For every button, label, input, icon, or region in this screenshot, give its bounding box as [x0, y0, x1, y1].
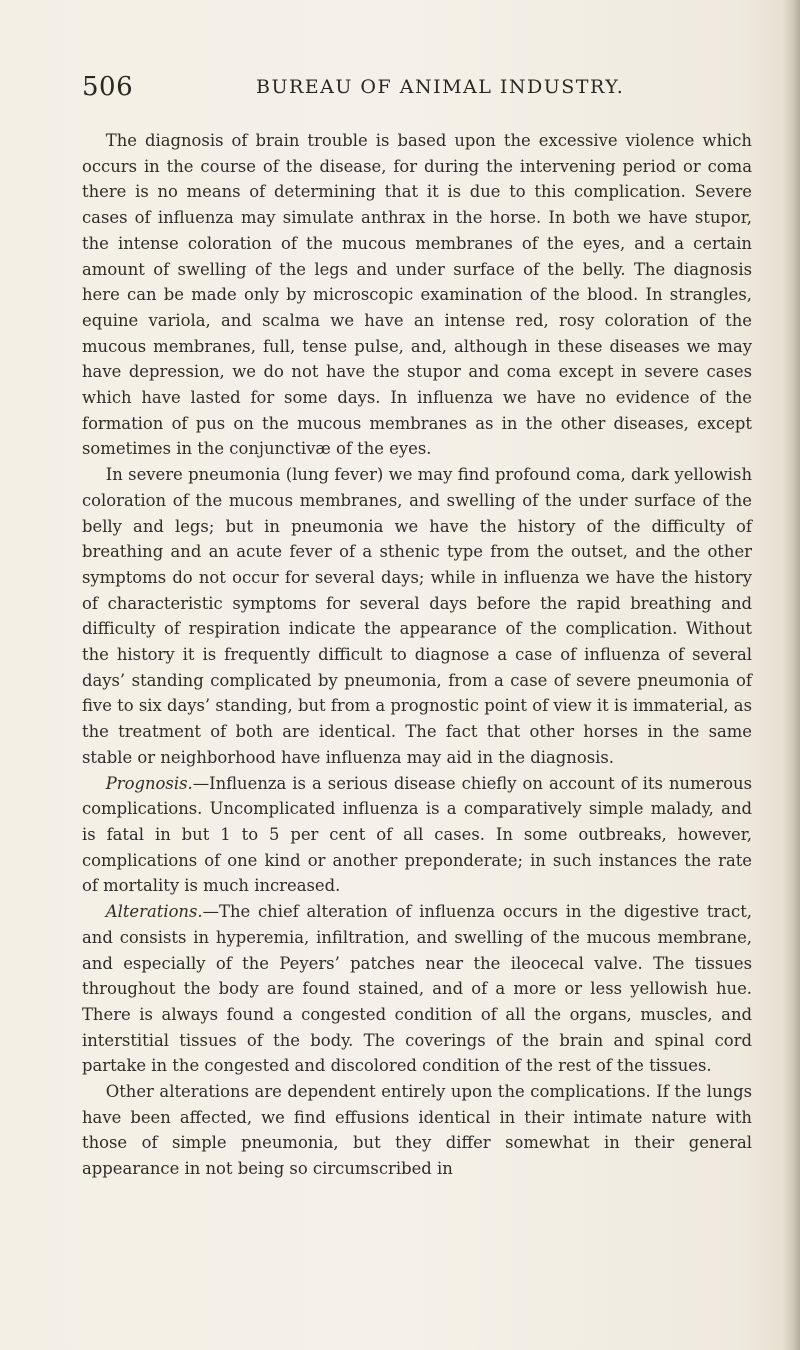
paragraph-text: —Influenza is a serious disease chiefly on account of its numerous complications. Uncomplicated influenza is a comparatively simple malady, and is fatal in but 1 to 5 per cent of all cases. In some outbreaks, however, complications of one kind or another preponderate; in such instances the rate of mortality is much increased. [82, 773, 752, 896]
running-head: BUREAU OF ANIMAL INDUSTRY. [256, 76, 625, 98]
paragraph-text: Other alterations are dependent entirely upon the complications. If the lungs have been affected, we find effusions identical in their intimate nature with those of simple pneumonia, but they differ somewhat in their general appearance in not being so circumscribed in [82, 1082, 752, 1179]
paragraph-diagnosis-brain [82, 128, 752, 462]
page-number: 506 [82, 72, 134, 102]
paragraph-text: In severe pneumonia (lung fever) we may find profound coma, dark yellowish coloration of the mucous membranes, and swelling of the under surface of the belly and legs; but in pneumonia we have the history of the difficulty of breathing and an acute fever of a sthenic type from the outset, and the other symptoms do not occur for several days; while in influenza we have the history of characteristic symptoms for several days before the rapid breathing and difficulty of respiration indicate the appearance of the complication. Without the history it is frequently difficult to diagnose a case of influenza of several days’ standing complicated by pneumonia, from a case of severe pneumonia of five to six days’ standing, but from a prognostic point of view it is immaterial, as the treatment of both are identical. The fact that other horses in the same stable or neighborhood have influenza may aid in the diagnosis. [82, 465, 752, 767]
section-lead-prognosis: Prognosis. [105, 773, 193, 793]
page-edge-shadow [782, 0, 800, 1350]
section-lead-alterations: Alterations. [105, 902, 203, 922]
paragraph-text: The diagnosis of brain trouble is based upon the excessive violence which occurs in the course of the disease, for during the intervening period or coma there is no means of determining that it is due to this complication. Severe cases of influenza may simulate anthrax in the horse. In both we have stupor, the intense coloration of the mucous membranes of the eyes, and a certain amount of swelling of the legs and under surface of the belly. The diagnosis here can be made only by microscopic examination of the blood. In strangles, equine variola, and scalma we have an intense red, rosy coloration of the mucous membranes, full, tense pulse, and, although in these diseases we may have depression, we do not have the stupor and coma except in severe cases which have lasted for some days. In influenza we have no evidence of the formation of pus on the mucous membranes as in the other diseases, except sometimes in the conjunctivæ of the eyes. [82, 131, 752, 459]
paragraph-prognosis [82, 771, 752, 900]
paragraph-text: —The chief alteration of influenza occurs in the digestive tract, and consists in hyperemia, infiltration, and swelling of the mucous membrane, and especially of the Peyers’ patches near the ileocecal valve. The tissues throughout the body are found stained, and of a more or less yellowish hue. There is always found a congested condition of all the organs, muscles, and interstitial tissues of the body. The coverings of the brain and spinal cord partake in the congested and discolored condition of the rest of the tissues. [82, 902, 752, 1076]
paragraph-pneumonia [82, 462, 752, 770]
page-header [82, 72, 742, 108]
paragraph-alterations [82, 899, 752, 1079]
body-text [82, 128, 752, 1182]
paragraph-other-alterations [82, 1079, 752, 1182]
